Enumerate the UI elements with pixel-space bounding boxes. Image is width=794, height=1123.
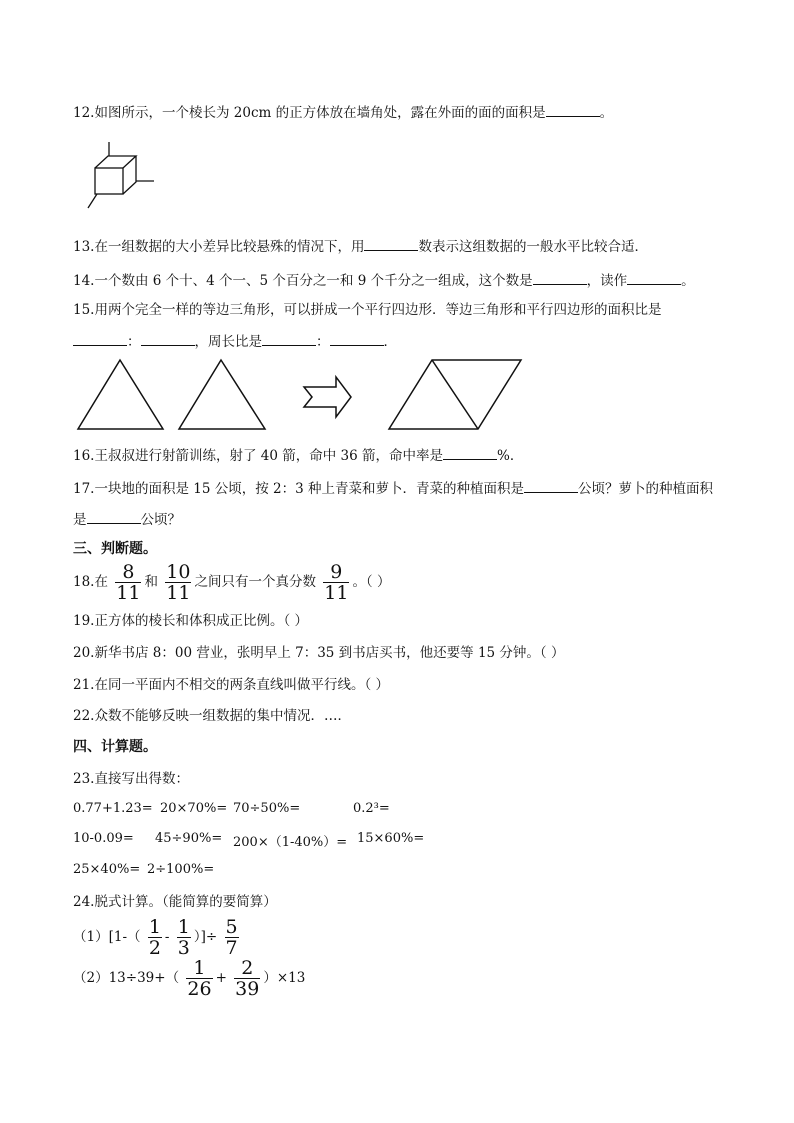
question-13: 13.在一组数据的大小差异比较悬殊的情况下，用 数表示这组数据的一般水平比较合适．	[73, 236, 648, 256]
calc-item: 25×40%=	[73, 862, 141, 877]
arrow-icon	[304, 377, 351, 417]
fraction-2-39: $\frac{2}{39}$	[235, 957, 260, 1000]
answer-blank[interactable]	[262, 331, 316, 346]
question-18: 18.在 $\frac{8}{11}$ 和 $\frac{10}{11}$ 之间只有一个真分数 $\frac{9}{11}$ 。（ ）	[73, 561, 391, 604]
answer-blank[interactable]	[627, 270, 681, 285]
question-12: 12.如图所示，一个棱长为 20cm 的正方体放在墙角处，露在外面的面的面积是 。	[73, 102, 613, 122]
question-14: 14.一个数由 6 个十、4 个一、5 个百分之一和 9 个千分之一组成，这个数是 ，读作 。	[73, 270, 695, 290]
question-17-line-1: 17.一块地的面积是 15 公顷，按 2：3 种上青菜和萝卜．青菜的种植面积是 公顷？萝卜的种植面积	[73, 478, 713, 498]
calc-item: 0.2³=	[353, 801, 390, 816]
answer-blank[interactable]	[546, 102, 600, 117]
cube-corner-figure	[84, 140, 164, 212]
calc-item: 45÷90%=	[155, 831, 223, 846]
answer-blank[interactable]	[364, 236, 418, 251]
calc-item: 20×70%=	[160, 801, 228, 816]
equilateral-triangle-2	[179, 360, 265, 429]
calc-item: 200×（1-40%）=	[233, 835, 348, 850]
fraction-1-3: $\frac{1}{3}$	[177, 916, 190, 959]
question-24-part-2: （2）13÷39+（ $\frac{1}{26}$ + $\frac{2}{39}$ ）×13	[73, 957, 306, 1000]
answer-blank[interactable]	[141, 331, 195, 346]
question-24-title: 24.脱式计算。（能简算的要简算）	[73, 894, 277, 910]
question-21: 21.在同一平面内不相交的两条直线叫做平行线。（ ）	[73, 677, 390, 693]
calc-item: 10-0.09=	[73, 831, 134, 846]
section-4-heading: 四、计算题。	[73, 739, 157, 755]
calc-item: 2÷100%=	[147, 862, 215, 877]
question-15-line-2: ： ，周长比是 ： ．	[73, 331, 397, 351]
calc-item: 70÷50%=	[233, 801, 301, 816]
answer-blank[interactable]	[87, 509, 141, 524]
fraction-9-11: $\frac{9}{11}$	[324, 561, 349, 604]
fraction-5-7: $\frac{5}{7}$	[225, 916, 238, 959]
section-3-heading: 三、判断题。	[73, 541, 157, 557]
question-23-title: 23.直接写出得数：	[73, 771, 189, 787]
question-15-line-1: 15.用两个完全一样的等边三角形，可以拼成一个平行四边形．等边三角形和平行四边形的面积比是	[73, 302, 662, 318]
question-24-part-1: （1）[1-（ $\frac{1}{2}$ - $\frac{1}{3}$ ）]÷ $\frac{5}{7}$	[73, 916, 238, 959]
fraction-1-2: $\frac{1}{2}$	[148, 916, 161, 959]
question-19: 19.正方体的棱长和体积成正比例。（ ）	[73, 613, 309, 629]
answer-blank[interactable]	[533, 270, 587, 285]
triangles-figure	[76, 357, 536, 432]
fraction-8-11: $\frac{8}{11}$	[116, 561, 141, 604]
equilateral-triangle-1	[78, 360, 163, 429]
question-22: 22.众数不能够反映一组数据的集中情况．…．	[73, 708, 351, 724]
fraction-10-11: $\frac{10}{11}$	[166, 561, 191, 604]
fraction-1-26: $\frac{1}{26}$	[187, 957, 212, 1000]
question-16: 16.王叔叔进行射箭训练，射了 40 箭，命中 36 箭，命中率是 %．	[73, 445, 523, 465]
question-20: 20.新华书店 8：00 营业，张明早上 7：35 到书店买书，他还要等 15 分钟。（ ）	[73, 645, 565, 661]
question-17-line-2: 是 公顷？	[73, 509, 181, 529]
answer-blank[interactable]	[73, 331, 127, 346]
answer-blank[interactable]	[443, 445, 497, 460]
answer-blank[interactable]	[330, 331, 384, 346]
calc-item: 0.77+1.23=	[73, 801, 153, 816]
calc-item: 15×60%=	[357, 831, 425, 846]
answer-blank[interactable]	[524, 478, 578, 493]
